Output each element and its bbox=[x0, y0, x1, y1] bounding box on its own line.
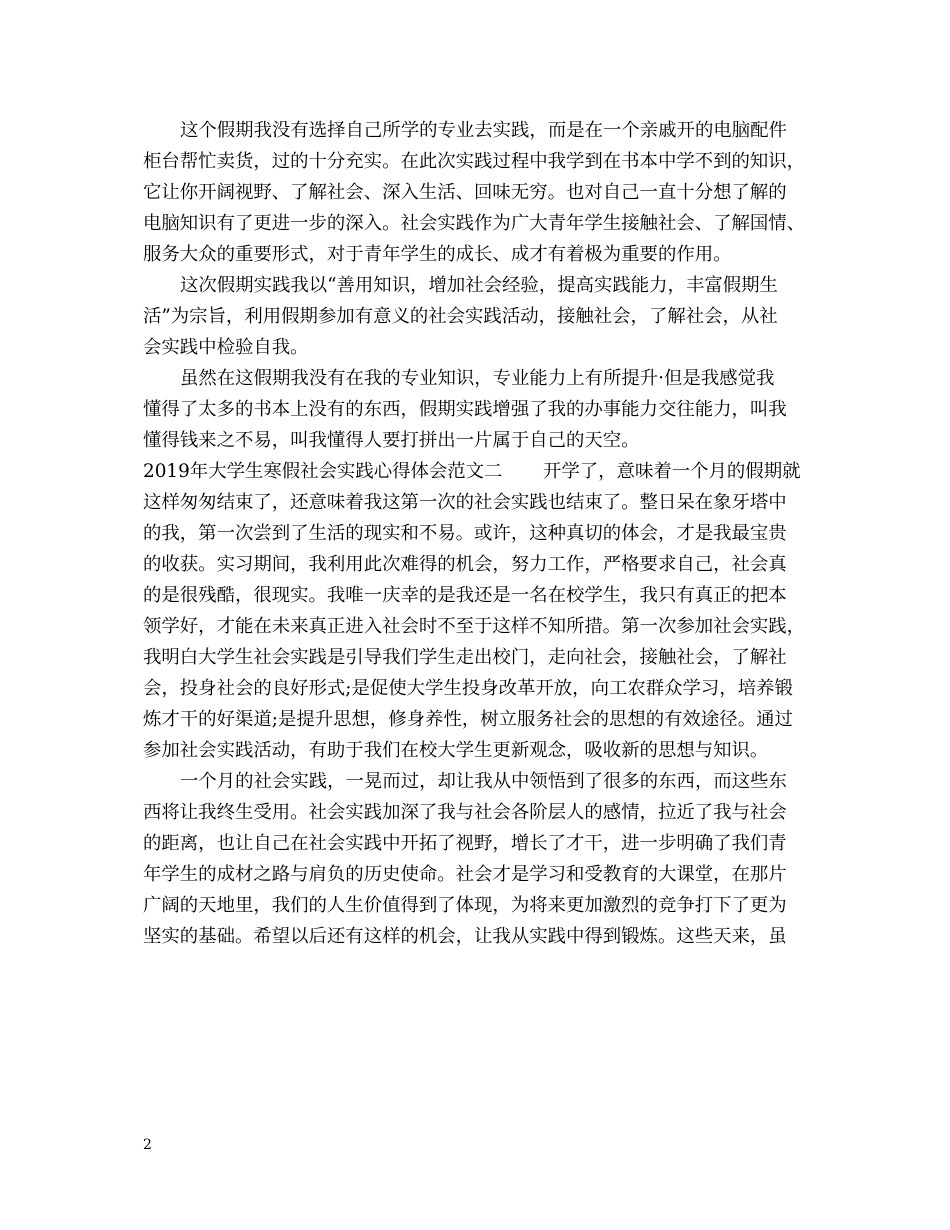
paragraph-line: 的我，第一次尝到了生活的现实和不易。或许，这种真切的体会，才是我最宝贵 bbox=[143, 523, 787, 544]
paragraph-line: 的是很残酷，很现实。我唯一庆幸的是我还是一名在校学生，我只有真正的把本 bbox=[143, 585, 787, 606]
paragraph-line: 柜台帮忙卖货，过的十分充实。在此次实践过程中我学到在书本中学不到的知识， bbox=[143, 151, 806, 172]
paragraph-line: 一个月的社会实践，一晃而过，却让我从中领悟到了很多的东西，而这些东 bbox=[180, 771, 787, 792]
page-number: 2 bbox=[143, 1137, 152, 1153]
paragraph-line: 领学好，才能在未来真正进入社会时不至于这样不知所措。第一次参加社会实践， bbox=[143, 616, 806, 637]
paragraph-line: 炼才干的好渠道;是提升思想，修身养性，树立服务社会的思想的有效途径。通过 bbox=[143, 709, 793, 730]
paragraph-line: 的收获。实习期间，我利用此次难得的机会，努力工作，严格要求自己，社会真 bbox=[143, 554, 787, 575]
paragraph-line: 服务大众的重要形式，对于青年学生的成长、成才有着极为重要的作用。 bbox=[143, 244, 732, 265]
paragraph-line: 参加社会实践活动，有助于我们在校大学生更新观念，吸收新的思想与知识。 bbox=[143, 740, 769, 761]
paragraph-line: 电脑知识有了更进一步的深入。社会实践作为广大青年学生接触社会、了解国情、 bbox=[143, 213, 806, 234]
paragraph-line: 这次假期实践我以“善用知识，增加社会经验，提高实践能力，丰富假期生 bbox=[180, 275, 778, 296]
paragraph-line: 活”为宗旨，利用假期参加有意义的社会实践活动，接触社会，了解社会，从社 bbox=[143, 306, 778, 327]
paragraph-line: 坚实的基础。希望以后还有这样的机会，让我从实践中得到锻炼。这些天来，虽 bbox=[143, 926, 787, 947]
section-heading-line bbox=[143, 456, 823, 487]
paragraph-line: 懂得钱来之不易，叫我懂得人要打拼出一片属于自己的天空。 bbox=[143, 430, 640, 451]
paragraph-line: 这个假期我没有选择自己所学的专业去实践，而是在一个亲戚开的电脑配件 bbox=[180, 120, 787, 141]
paragraph-line: 会，投身社会的良好形式;是促使大学生投身改革开放，向工农群众学习，培养锻 bbox=[143, 678, 793, 699]
paragraph-line: 虽然在这假期我没有在我的专业知识，专业能力上有所提升·但是我感觉我 bbox=[180, 368, 775, 389]
paragraph-line: 这样匆匆结束了，还意味着我这第一次的社会实践也结束了。整日呆在象牙塔中 bbox=[143, 492, 787, 513]
paragraph-line: 懂得了太多的书本上没有的东西，假期实践增强了我的办事能力交往能力，叫我 bbox=[143, 399, 787, 420]
paragraph-line: 我明白大学生社会实践是引导我们学生走出校门，走向社会，接触社会，了解社 bbox=[143, 647, 787, 668]
body-text bbox=[143, 115, 823, 952]
paragraph-start: 开学了，意味着一个月的假期就 bbox=[543, 461, 801, 482]
paragraph-line: 广阔的天地里，我们的人生价值得到了体现，为将来更加激烈的竞争打下了更为 bbox=[143, 895, 787, 916]
section-title: 2019年大学生寒假社会实践心得体会范文二 bbox=[143, 461, 503, 482]
paragraph-line: 西将让我终生受用。社会实践加深了我与社会各阶层人的感情，拉近了我与社会 bbox=[143, 802, 787, 823]
paragraph-line: 年学生的成材之路与肩负的历史使命。社会才是学习和受教育的大课堂，在那片 bbox=[143, 864, 787, 885]
paragraph-line: 的距离，也让自己在社会实践中开拓了视野，增长了才干，进一步明确了我们青 bbox=[143, 833, 787, 854]
paragraph-line: 它让你开阔视野、了解社会、深入生活、回味无穷。也对自己一直十分想了解的 bbox=[143, 182, 787, 203]
paragraph-line: 会实践中检验自我。 bbox=[143, 337, 309, 358]
